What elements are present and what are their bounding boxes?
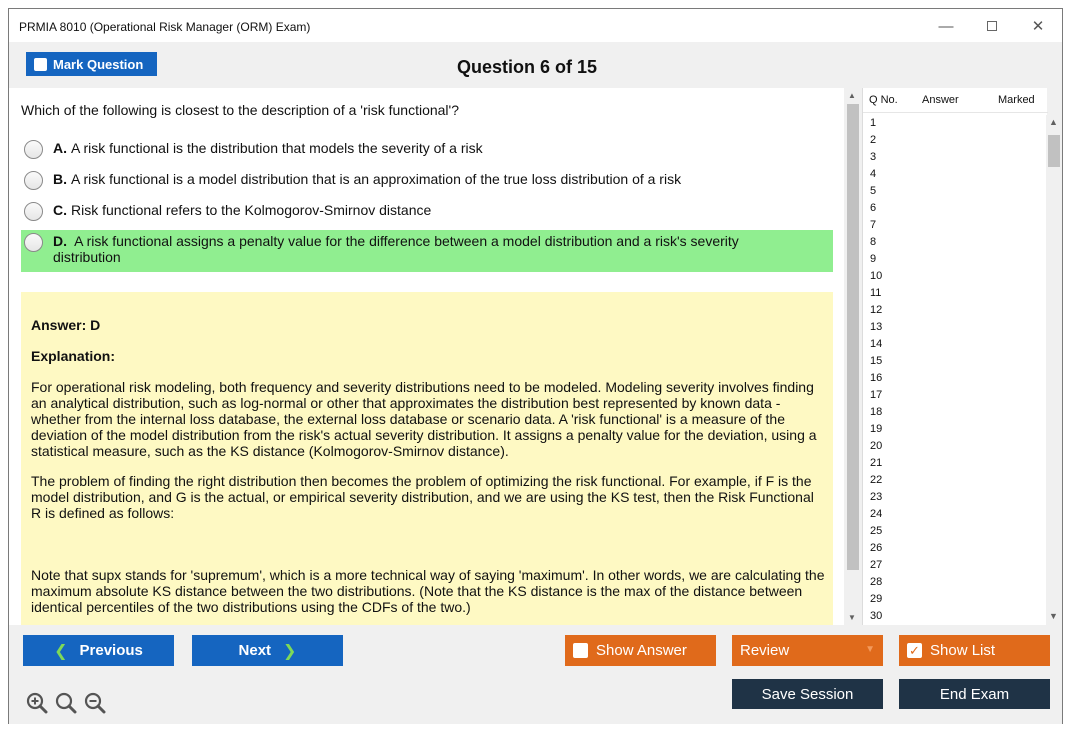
maximize-icon — [987, 21, 997, 31]
question-list-row[interactable]: 19 — [870, 423, 883, 435]
maximize-button[interactable] — [969, 13, 1015, 39]
question-list-row[interactable]: 18 — [870, 406, 883, 418]
title-bar — [9, 9, 1062, 42]
zoom-out-icon[interactable] — [84, 692, 106, 714]
next-button[interactable] — [192, 635, 343, 666]
option-d-content — [53, 233, 793, 265]
question-list-row[interactable]: 10 — [870, 270, 883, 282]
option-a[interactable] — [21, 140, 833, 162]
mark-question-label: Mark Question — [53, 56, 144, 72]
explanation-paragraph: The problem of finding the right distribution then becomes the problem of optimizing the risk functional. For example, if F is the model distribution, and G is the actual, or empirical severity distribution, and we are using the KS test, then the Risk Functional R is defined as follows: — [31, 473, 814, 521]
scroll-down-icon[interactable]: ▼ — [848, 613, 856, 622]
question-list-row[interactable]: 15 — [870, 355, 883, 367]
caret-down-icon: ▼ — [865, 644, 875, 655]
end-exam-button[interactable] — [899, 679, 1050, 709]
question-list-row[interactable]: 13 — [870, 321, 883, 333]
question-list-row[interactable]: 24 — [870, 508, 883, 520]
list-scroll-down-icon[interactable]: ▼ — [1049, 611, 1058, 621]
show-answer-button[interactable] — [565, 635, 716, 666]
chevron-left-icon: ❮ — [54, 642, 68, 660]
list-scroll-thumb[interactable] — [1048, 135, 1060, 167]
explanation-paragraph: Note that supx stands for 'supremum', which is a more technical way of saying 'maximum'. In other words, we are calculating the maximum absolute KS distance between the two distributions. (Note that the KS distance is the max of the distance between identical percentiles of the two distributions using the CDFs of the two.) — [31, 567, 825, 615]
close-button[interactable] — [1015, 13, 1061, 39]
question-list-row[interactable]: 1 — [870, 117, 877, 129]
list-scrollbar[interactable] — [1046, 115, 1062, 625]
question-list — [862, 88, 1047, 625]
question-list-row[interactable]: 7 — [870, 219, 877, 231]
question-list-row[interactable]: 28 — [870, 576, 883, 588]
content-scroll-thumb[interactable] — [847, 104, 859, 570]
review-label: Review — [740, 642, 790, 659]
minimize-button[interactable] — [923, 13, 969, 39]
question-list-row[interactable]: 2 — [870, 134, 877, 146]
show-list-checkbox-icon[interactable]: ✓ — [907, 643, 922, 658]
col-qno: Q No. — [869, 94, 898, 106]
save-session-label: Save Session — [761, 685, 854, 703]
previous-button[interactable] — [23, 635, 174, 666]
answer-label: Answer: D — [31, 317, 101, 333]
question-list-row[interactable]: 17 — [870, 389, 883, 401]
show-answer-checkbox-icon[interactable] — [573, 643, 588, 658]
option-c-letter: C. — [53, 202, 67, 218]
option-c-text: Risk functional refers to the Kolmogorov-Smirnov distance — [71, 202, 432, 218]
previous-label: Previous — [79, 642, 143, 659]
col-answer: Answer — [922, 94, 959, 106]
option-a-radio[interactable] — [24, 140, 43, 159]
question-header — [9, 42, 1062, 88]
show-list-button[interactable] — [899, 635, 1050, 666]
option-b[interactable] — [21, 171, 833, 193]
question-list-row[interactable]: 27 — [870, 559, 883, 571]
option-a-letter: A. — [53, 140, 67, 156]
option-b-letter: B. — [53, 171, 67, 187]
question-list-row[interactable]: 30 — [870, 610, 883, 622]
question-list-rows — [863, 115, 1043, 625]
content-scrollbar[interactable] — [845, 88, 861, 625]
question-list-row[interactable]: 14 — [870, 338, 883, 350]
question-list-row[interactable]: 16 — [870, 372, 883, 384]
option-c[interactable] — [21, 202, 833, 224]
explanation-paragraph: For operational risk modeling, both frequency and severity distributions need to be modeled. Modeling severity involves finding an analytical distribution, such as log-normal or other that approximates the distribution best represented by known data - whether from the internal loss database, the external loss database or scenario data. A 'risk functional' is a measure of the deviation of the model distribution from the risk's actual severity distribution. It assigns a penalty value for the deviation, using a statistical measure, such as the KS distance (Kolmogorov-Smirnov distance). — [31, 379, 817, 459]
question-counter: Question 6 of 15 — [457, 57, 598, 77]
option-d-radio[interactable] — [24, 233, 43, 252]
next-label: Next — [238, 642, 272, 659]
question-text: Which of the following is closest to the description of a 'risk functional'? — [21, 102, 460, 118]
explanation-panel — [21, 292, 833, 625]
question-list-row[interactable]: 9 — [870, 253, 877, 265]
list-scroll-up-icon[interactable]: ▲ — [1049, 117, 1058, 127]
footer-toolbar — [9, 625, 1062, 724]
mark-question-button[interactable] — [26, 52, 157, 76]
save-session-button[interactable] — [732, 679, 883, 709]
question-list-row[interactable]: 21 — [870, 457, 883, 469]
question-list-row[interactable]: 22 — [870, 474, 883, 486]
question-list-row[interactable]: 5 — [870, 185, 877, 197]
show-answer-label: Show Answer — [596, 642, 687, 659]
close-icon: ✕ — [1031, 18, 1045, 35]
explanation-heading: Explanation: — [31, 348, 116, 364]
question-list-row[interactable]: 29 — [870, 593, 883, 605]
question-list-row[interactable]: 25 — [870, 525, 883, 537]
question-list-header — [863, 88, 1048, 113]
zoom-reset-icon[interactable] — [55, 692, 77, 714]
question-panel — [9, 88, 844, 625]
question-list-row[interactable]: 12 — [870, 304, 883, 316]
option-a-text: A risk functional is the distribution that models the severity of a risk — [71, 140, 483, 156]
question-list-row[interactable]: 26 — [870, 542, 883, 554]
option-d[interactable] — [21, 230, 833, 272]
col-marked: Marked — [998, 94, 1035, 106]
option-c-radio[interactable] — [24, 202, 43, 221]
question-list-row[interactable]: 8 — [870, 236, 877, 248]
window-title: PRMIA 8010 (Operational Risk Manager (ORM) Exam) — [19, 20, 311, 34]
end-exam-label: End Exam — [939, 685, 1010, 703]
question-list-row[interactable]: 3 — [870, 151, 877, 163]
show-list-label: Show List — [930, 642, 996, 659]
question-list-row[interactable]: 6 — [870, 202, 877, 214]
option-b-text: A risk functional is a model distribution that is an approximation of the true loss distribution of a risk — [71, 171, 682, 187]
review-dropdown[interactable] — [732, 635, 883, 666]
option-b-radio[interactable] — [24, 171, 43, 190]
app-window — [8, 8, 1063, 724]
option-d-text: A risk functional assigns a penalty value for the difference between a model distribution and a risk's severity distribution — [53, 233, 739, 265]
scroll-up-icon[interactable]: ▲ — [848, 91, 856, 100]
question-list-row[interactable]: 20 — [870, 440, 883, 452]
zoom-in-icon[interactable] — [26, 692, 48, 714]
minimize-icon: — — [938, 17, 954, 35]
chevron-right-icon: ❯ — [283, 642, 297, 660]
mark-checkbox-icon[interactable] — [34, 58, 47, 71]
option-d-letter: D. — [53, 233, 67, 249]
question-list-row[interactable]: 23 — [870, 491, 883, 503]
question-list-row[interactable]: 4 — [870, 168, 877, 180]
question-list-row[interactable]: 11 — [870, 287, 882, 299]
